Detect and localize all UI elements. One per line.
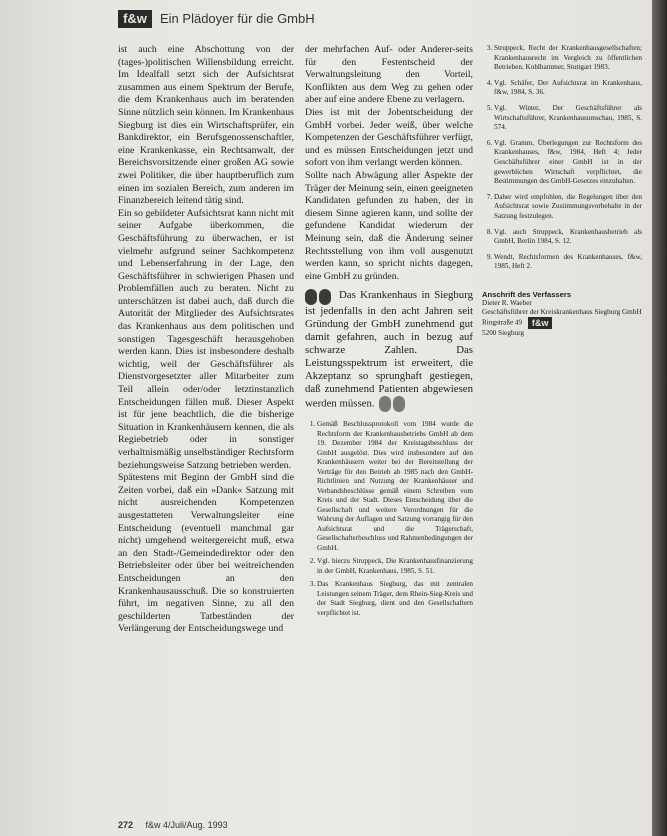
reference: 6. Vgl. Gramm, Überlegungen zur Rechtsform des Krankenhauses, f&w, 1984, Heft 4; Jeder Geschäftsführer einer GmbH ist in der gewerblichen Wirtschaft verpflichtet, die Bestimmungen des GmbH-Gesetzes einzuhalten.: [494, 139, 642, 187]
reference: 7. Daher wird empfohlen, die Regelungen über den Aufsichtsrat sowie Zustimmungsvorbehalte in der Satzung festzulegen.: [494, 193, 642, 222]
footnotes: [305, 420, 473, 618]
footnote: 3. Das Krankenhaus Siegburg, das mit zentralen Leistungen seinem Träger, dem Rhein-Sieg-Kreis und der Stadt Siegburg, dient und den Gesellschaftern verpflichtet ist.: [317, 580, 473, 618]
reference: 8. Vgl. auch Struppeck, Krankenhausbetrieb als GmbH, Berlin 1984, S. 12.: [494, 228, 642, 247]
author-heading: Anschrift des Verfassers: [482, 289, 572, 299]
paragraph: Ein so gebildeter Aufsichtsrat kann nicht mit seiner Aufgabe überkommen, die Geschäftsführung zu überwachen, er ist vielmehr aufgrund seiner Sachkompetenz und Lebenserfahrung in der Lage, den Geschäftsführer in schwierigen Phasen und Problemfällen auch zu beraten. Nicht zu unterschätzen ist dabei auch, daß durch die Autorität der Mitglieder des Aufsichtsrates das Krankenhaus aus dem politischen und sonstigen Tagesgeschäft herausgehoben werden kann. Dies ist insbesondere deshalb wichtig, weil der Geschäftsführer als Dienstvorgesetzter aller Mitarbeiter zum Teil allein oder/oder letztinstanzlich Entscheidungen fällen muß. Dieser Aspekt ist für jene beachtlich, die die bisherige Situation in Krankenhäusern kennen, die als Regiebetrieb oder in sonstiger verhaltnismäßig unselbständiger Rechtsform beziehungsweise Satzung betrieben werden.: [118, 207, 294, 471]
reference: 9. Wendt, Rechtsformen des Krankenhauses, f&w, 1985, Heft 2.: [494, 253, 642, 272]
author-street: Ringstraße 49 f&w: [482, 317, 642, 329]
page-footer: [118, 820, 228, 830]
reference: 5. Vgl. Winter, Der Geschäftsführer als Wirtschaftsführer, Krankenhausumschau, 1985, S. 574.: [494, 104, 642, 133]
author-city: 5200 Siegburg: [482, 329, 524, 338]
paragraph: ist auch eine Abschottung von der (tages-)politischen Willensbildung erreicht. Im Idealfall setzt sich der Aufsichtsrat zusammen aus einem Spektrum der Berufe, die dem Krankenhaus auch im beratenden Sinne nützlich sein können. Im Krankenhaus Siegburg ist dies ein Wirtschaftsprüfer, ein Bankdirektor, ein Berufsgenossenschaftler, eine Krankenkasse, ein Rechtsanwalt, der Bereichsvorsitzende einer großen AG sowie zwei Politiker, die über hauptberuflich zum einen im sozialen Bereich, zum anderen im Finanzbereich leitend tätig sind.: [118, 44, 294, 207]
text-column-2: [305, 44, 473, 622]
text-column-1: [118, 44, 294, 636]
pull-quote: [305, 289, 473, 412]
pull-quote-text: Das Krankenhaus in Siegburg ist jedenfalls in den acht Jahren seit Gründung der GmbH zunehmend gut damit gefahren, auch in bezug auf schwarze Zahlen. Das Leistungsspektrum ist erweitert, die Akzeptanz so sprunghaft gestiegen, daß zunehmend Patienten abgewiesen werden müssen.: [305, 289, 473, 410]
page-header: [118, 10, 648, 30]
paragraph: der mehrfachen Auf- oder Anderer-seits für den Festentscheid der Verwaltungsleitung den Vorteil, Konflikten aus dem Weg zu gehen oder aber auf eine andere Ebene zu verlagern.: [305, 44, 473, 106]
close-quote-icon: [379, 396, 407, 412]
page-edge-shadow: [652, 0, 667, 836]
reference: 3. Struppeck, Recht der Krankenhausgesellschaften; Krankenhausrecht im Vergleich zu öffentlichen Betrieben, Kohlhammer, Stuttgart 1983.: [494, 44, 642, 73]
author-name: Dieter R. Waeber: [482, 298, 532, 307]
journal-logo: f&w: [118, 10, 152, 28]
paragraph: Dies ist mit der Jobentscheidung der GmbH vorbei. Jeder weiß, über welche Kompetenzen der Geschäftsführer verfügt, und es müssen Entscheidungen jetzt und sofort von ihm verlangt werden können.: [305, 106, 473, 169]
paragraph: Sollte nach Abwägung aller Aspekte der Träger der Meinung sein, einen geeigneten Kandidaten gefunden zu haben, der in diesem Sinne agieren kann, und sollte der gefundene Kandidat wiederum der Meinung sein, daß die Änderung seiner Rechtsstellung von ihm voll ausgenutzt werden kann, so spricht nichts dagegen, eine GmbH zu gründen.: [305, 169, 473, 282]
issue-label: f&w 4/Juli/Aug. 1993: [145, 820, 228, 830]
journal-logo-small: f&w: [528, 317, 552, 329]
author-title: Geschäftsführer der Kreiskrankenhaus Siegburg GmbH: [482, 308, 642, 317]
footnote: 1. Gemäß Beschlussprotokoll vom 1984 wurde die Rechtsform der Krankenhausbetriebs GmbH ab dem 19. Dezember 1984 der Kreistagsbeschluss der GmbH ausgelöst. Dies wird insbesondere auf den Krankenhäusern weiter bei der Bereitstellung der Verträge für den Betrieb ab 1985 nach den GmbH-Richtlinien und Nutzung der Krankenhäuser und Verbandsbeschlüsse gemäß einem Schreiben vom Kreis und der Stadt. Dieses Entscheidung über die Gesellschaft und weitere Verordnungen für die Wahrung der Auflagen und Satzung vorrangig für den Aufsichtsrat und die Trägerschaft, Gesellschafterbeschluss und Rahmenbedingungen der GmbH.: [317, 420, 473, 553]
reference: 4. Vgl. Schäfer, Der Aufsichtsrat im Krankenhaus, f&w, 1984, S. 36.: [494, 79, 642, 98]
article-title: Ein Plädoyer für die GmbH: [160, 11, 315, 26]
references-column: [482, 44, 642, 338]
footnote: 2. Vgl. hierzu Struppeck, Die Krankenhausfinanzierung in der GmbH, Krankenhaus, 1985, S. 51.: [317, 557, 473, 576]
open-quote-icon: [305, 289, 333, 305]
paragraph: Spätestens mit Beginn der GmbH sind die Zeiten vorbei, daß ein »Dank« Satzung mit nicht ausreichenden Kompetenzen ausgestatteten Verwaltungsleiter eine Entscheidung (eventuell manchmal gar nicht) umgehend weitergereicht muß, etwa an den Stadt-/Gemeindedirektor oder den Betriebsleiter oder über bei weitreichenden Entscheidungen an den Krankenhausausschuß. Die so konstruierten führt, im negativen Sinne, zu all den geschilderten Tatbeständen der Verlängerung der Entscheidungswege und: [118, 472, 294, 635]
page-number: 272: [118, 820, 134, 830]
